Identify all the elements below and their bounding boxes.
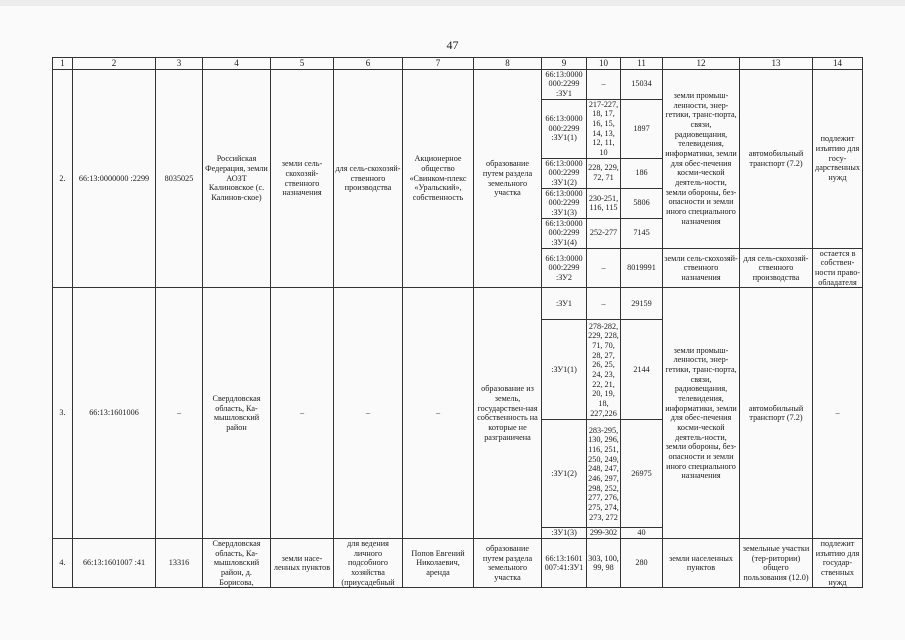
subplot-area: 8019991 <box>621 248 663 288</box>
column-number-row <box>53 58 863 70</box>
row-number: 4. <box>53 539 73 588</box>
note: – <box>813 288 863 539</box>
formation-method: образование путем раздела земельного участка <box>474 539 542 588</box>
col-header: 6 <box>334 58 403 70</box>
rights-holder: Акционерное общество «Свинком-плекс «Уральский», собственность <box>403 69 474 288</box>
subplot-id: :ЗУ1(3) <box>542 528 587 539</box>
permitted-use: для ведения личного подсобного хозяйства (приусадебный <box>334 539 403 588</box>
new-permitted-use: для сель-скохозяй-ственного производства <box>740 248 813 288</box>
subplot-area: 5806 <box>621 188 663 218</box>
boundary-points: 252-277 <box>587 218 621 248</box>
subplot-id: :ЗУ1(2) <box>542 420 587 528</box>
land-plots-table <box>52 57 863 588</box>
subplot-id: 66:13:0000 000:2299 :ЗУ1(2) <box>542 158 587 188</box>
cadastral-number: 66:13:0000000 :2299 <box>73 69 156 288</box>
subplot-id: 66:13:1601 007:41:ЗУ1 <box>542 539 587 588</box>
boundary-points: 228, 229, 72, 71 <box>587 158 621 188</box>
col-header: 5 <box>271 58 334 70</box>
permitted-use: для сель-скохозяй-ственного производства <box>334 69 403 288</box>
note: остается в собствен-ности право-обладателя <box>813 248 863 288</box>
document-page <box>0 6 905 640</box>
cadastral-number: 66:13:1601006 <box>73 288 156 539</box>
boundary-points: – <box>587 288 621 320</box>
table-row <box>53 539 863 588</box>
subplot-area: 29159 <box>621 288 663 320</box>
boundary-points: 230-251, 116, 115 <box>587 188 621 218</box>
col-header: 3 <box>156 58 203 70</box>
new-permitted-use: земельные участки (тер-ритории) общего пользования (12.0) <box>740 539 813 588</box>
plot-area: 13316 <box>156 539 203 588</box>
formation-method: образование из земель, государствен-ная собственность на которые не разграничена <box>474 288 542 539</box>
new-land-category: земли населенных пунктов <box>663 539 740 588</box>
plot-location: Свердловская область, Ка-мышловский район <box>203 288 271 539</box>
col-header: 1 <box>53 58 73 70</box>
row-number: 3. <box>53 288 73 539</box>
plot-area: – <box>156 288 203 539</box>
note: подлежит изъятию для государ-ственных нужд <box>813 539 863 588</box>
subplot-id: :ЗУ1 <box>542 288 587 320</box>
col-header: 7 <box>403 58 474 70</box>
cadastral-number: 66:13:1601007 :41 <box>73 539 156 588</box>
subplot-area: 2144 <box>621 320 663 420</box>
boundary-points: – <box>587 248 621 288</box>
col-header: 9 <box>542 58 587 70</box>
subplot-area: 280 <box>621 539 663 588</box>
col-header: 4 <box>203 58 271 70</box>
new-permitted-use: автомобильный транспорт (7.2) <box>740 288 813 539</box>
land-category: земли насе-ленных пунктов <box>271 539 334 588</box>
new-land-category: земли промыш-ленности, энер-гетики, транс-порта, связи, радиовещания, телевидения, информатики, земли для обес-печения косми-ческой деятель-ности, земли обороны, без-опасности и земли иного специального назначения <box>663 288 740 539</box>
new-permitted-use: автомобильный транспорт (7.2) <box>740 69 813 248</box>
plot-area: 8035025 <box>156 69 203 288</box>
subplot-id: 66:13:0000 000:2299 :ЗУ1(3) <box>542 188 587 218</box>
col-header: 14 <box>813 58 863 70</box>
boundary-points: 283-295, 130, 296, 116, 251, 250, 249, 248, 247, 246, 297, 298, 252, 277, 276, 275, 274, 273, 272 <box>587 420 621 528</box>
plot-location: Свердловская область, Ка-мышловский район, д. Борисова, <box>203 539 271 588</box>
subplot-id: 66:13:0000 000:2299 :ЗУ1(1) <box>542 99 587 158</box>
land-category: – <box>271 288 334 539</box>
subplot-area: 40 <box>621 528 663 539</box>
rights-holder: Попов Евгений Николаевич, аренда <box>403 539 474 588</box>
land-category: земли сель-скохозяй-ственного назначения <box>271 69 334 288</box>
note: подлежит изъятию для госу-дарственных нужд <box>813 69 863 248</box>
subplot-area: 1897 <box>621 99 663 158</box>
plot-location: Российская Федерация, земли АОЗТ Калиновское (с. Калинов-ское) <box>203 69 271 288</box>
new-land-category: земли сель-скохозяй-ственного назначения <box>663 248 740 288</box>
subplot-id: 66:13:0000 000:2299 :ЗУ1 <box>542 69 587 99</box>
col-header: 8 <box>474 58 542 70</box>
boundary-points: – <box>587 69 621 99</box>
col-header: 12 <box>663 58 740 70</box>
boundary-points: 278-282, 229, 228, 71, 70, 28, 27, 26, 25, 24, 23, 22, 21, 20, 19, 18, 227,226 <box>587 320 621 420</box>
col-header: 13 <box>740 58 813 70</box>
col-header: 2 <box>73 58 156 70</box>
rights-holder: – <box>403 288 474 539</box>
page-number: 47 <box>446 38 459 52</box>
formation-method: образование путем раздела земельного участка <box>474 69 542 288</box>
boundary-points: 217-227, 18, 17, 16, 15, 14, 13, 12, 11, 10 <box>587 99 621 158</box>
subplot-id: :ЗУ1(1) <box>542 320 587 420</box>
subplot-area: 186 <box>621 158 663 188</box>
subplot-area: 7145 <box>621 218 663 248</box>
new-land-category: земли промыш-ленности, энер-гетики, транс-порта, связи, радиовещания, телевидения, информатики, земли для обес-печения косми-ческой деятель-ности, земли обороны, без-опасности и земли иного специального назначения <box>663 69 740 248</box>
boundary-points: 303, 100, 99, 98 <box>587 539 621 588</box>
subplot-area: 15034 <box>621 69 663 99</box>
subplot-area: 26975 <box>621 420 663 528</box>
boundary-points: 299-302 <box>587 528 621 539</box>
subplot-id: 66:13:0000 000:2299 :ЗУ1(4) <box>542 218 587 248</box>
subplot-id: 66:13:0000 000:2299 :ЗУ2 <box>542 248 587 288</box>
row-number: 2. <box>53 69 73 288</box>
table-row <box>53 69 863 99</box>
col-header: 10 <box>587 58 621 70</box>
col-header: 11 <box>621 58 663 70</box>
table-row <box>53 288 863 320</box>
permitted-use: – <box>334 288 403 539</box>
